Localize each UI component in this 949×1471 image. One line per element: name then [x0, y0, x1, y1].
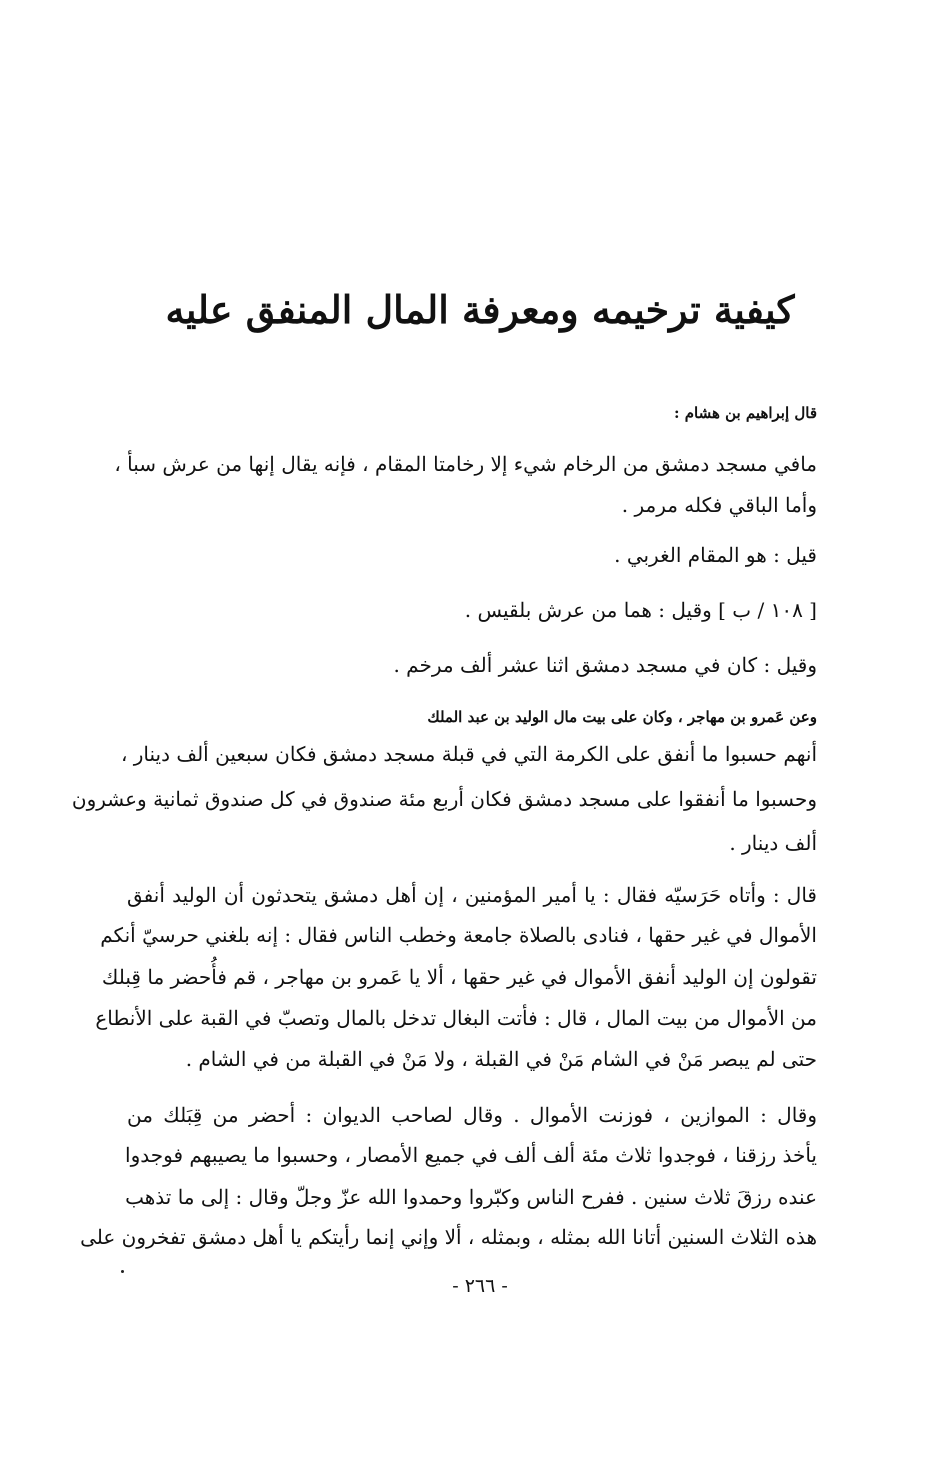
text-line: عنده رزقَ ثلاث سنين . ففرح الناس وكبّروا وحمدوا الله عزّ وجلّ وقال : إلى ما تذهب	[125, 1185, 817, 1209]
text-line: وعن عَمرو بن مهاجر ، وكان على بيت مال الوليد بن عبد الملك	[427, 708, 817, 726]
text-line: قال : وأتاه حَرَسيّه فقال : يا أمير المؤمنين ، إن أهل دمشق يتحدثون أن الوليد أنفق	[127, 883, 817, 907]
text-line: هذه الثلاث السنين أتانا الله بمثله ، وبمثله ، ألا وإني إنما رأيتكم يا أهل دمشق تفخرون على	[80, 1225, 817, 1249]
chapter-title: كيفية ترخيمه ومعرفة المال المنفق عليه	[165, 287, 795, 332]
text-line: قيل : هو المقام الغربي .	[614, 543, 817, 567]
text-line: وحسبوا ما أنفقوا على مسجد دمشق فكان أربع مئة صندوق في كل صندوق ثمانية وعشرون	[71, 787, 817, 811]
text-line: مافي مسجد دمشق من الرخام شيء إلا رخامتا المقام ، فإنه يقال إنها من عرش سبأ ،	[114, 452, 817, 476]
text-line: أنهم حسبوا ما أنفق على الكرمة التي في قبلة مسجد دمشق فكان سبعين ألف دينار ،	[120, 742, 817, 766]
ink-dot	[121, 1270, 124, 1273]
text-line: وقال : الموازين ، فوزنت الأموال . وقال لصاحب الديوان : أحضر من قِبَلك من	[127, 1103, 817, 1127]
text-line: وأما الباقي فكله مرمر .	[621, 493, 817, 517]
text-line: الأموال في غير حقها ، فنادى بالصلاة جامعة وخطب الناس فقال : إنه بلغني حرسيّ أنكم	[100, 923, 817, 947]
text-line: وقيل : كان في مسجد دمشق اثنا عشر ألف مرخم .	[393, 653, 817, 677]
text-line: تقولون إن الوليد أنفق الأموال في غير حقها ، ألا يا عَمرو بن مهاجر ، قم فأُحضر ما قِبلك	[101, 965, 817, 989]
text-line: [ ١٠٨ / ب ] وقيل : هما من عرش بلقيس .	[464, 598, 817, 622]
page-number: - ٢٦٦ -	[452, 1275, 508, 1297]
text-line: من الأموال من بيت المال ، قال : فأتت البغال تدخل بالمال وتصبّ في القبة على الأنطاع	[95, 1006, 817, 1030]
text-line: حتى لم يبصر مَنْ في الشام مَنْ في القبلة ، ولا مَنْ في القبلة من في الشام .	[185, 1047, 817, 1071]
text-line: ألف دينار .	[729, 831, 817, 855]
text-line: يأخذ رزقنا ، فوجدوا ثلاث مئة ألف ألف في جميع الأمصار ، وحسبوا ما يصيبهم فوجدوا	[125, 1143, 817, 1167]
text-line: قال إبراهيم بن هشام :	[673, 404, 817, 422]
